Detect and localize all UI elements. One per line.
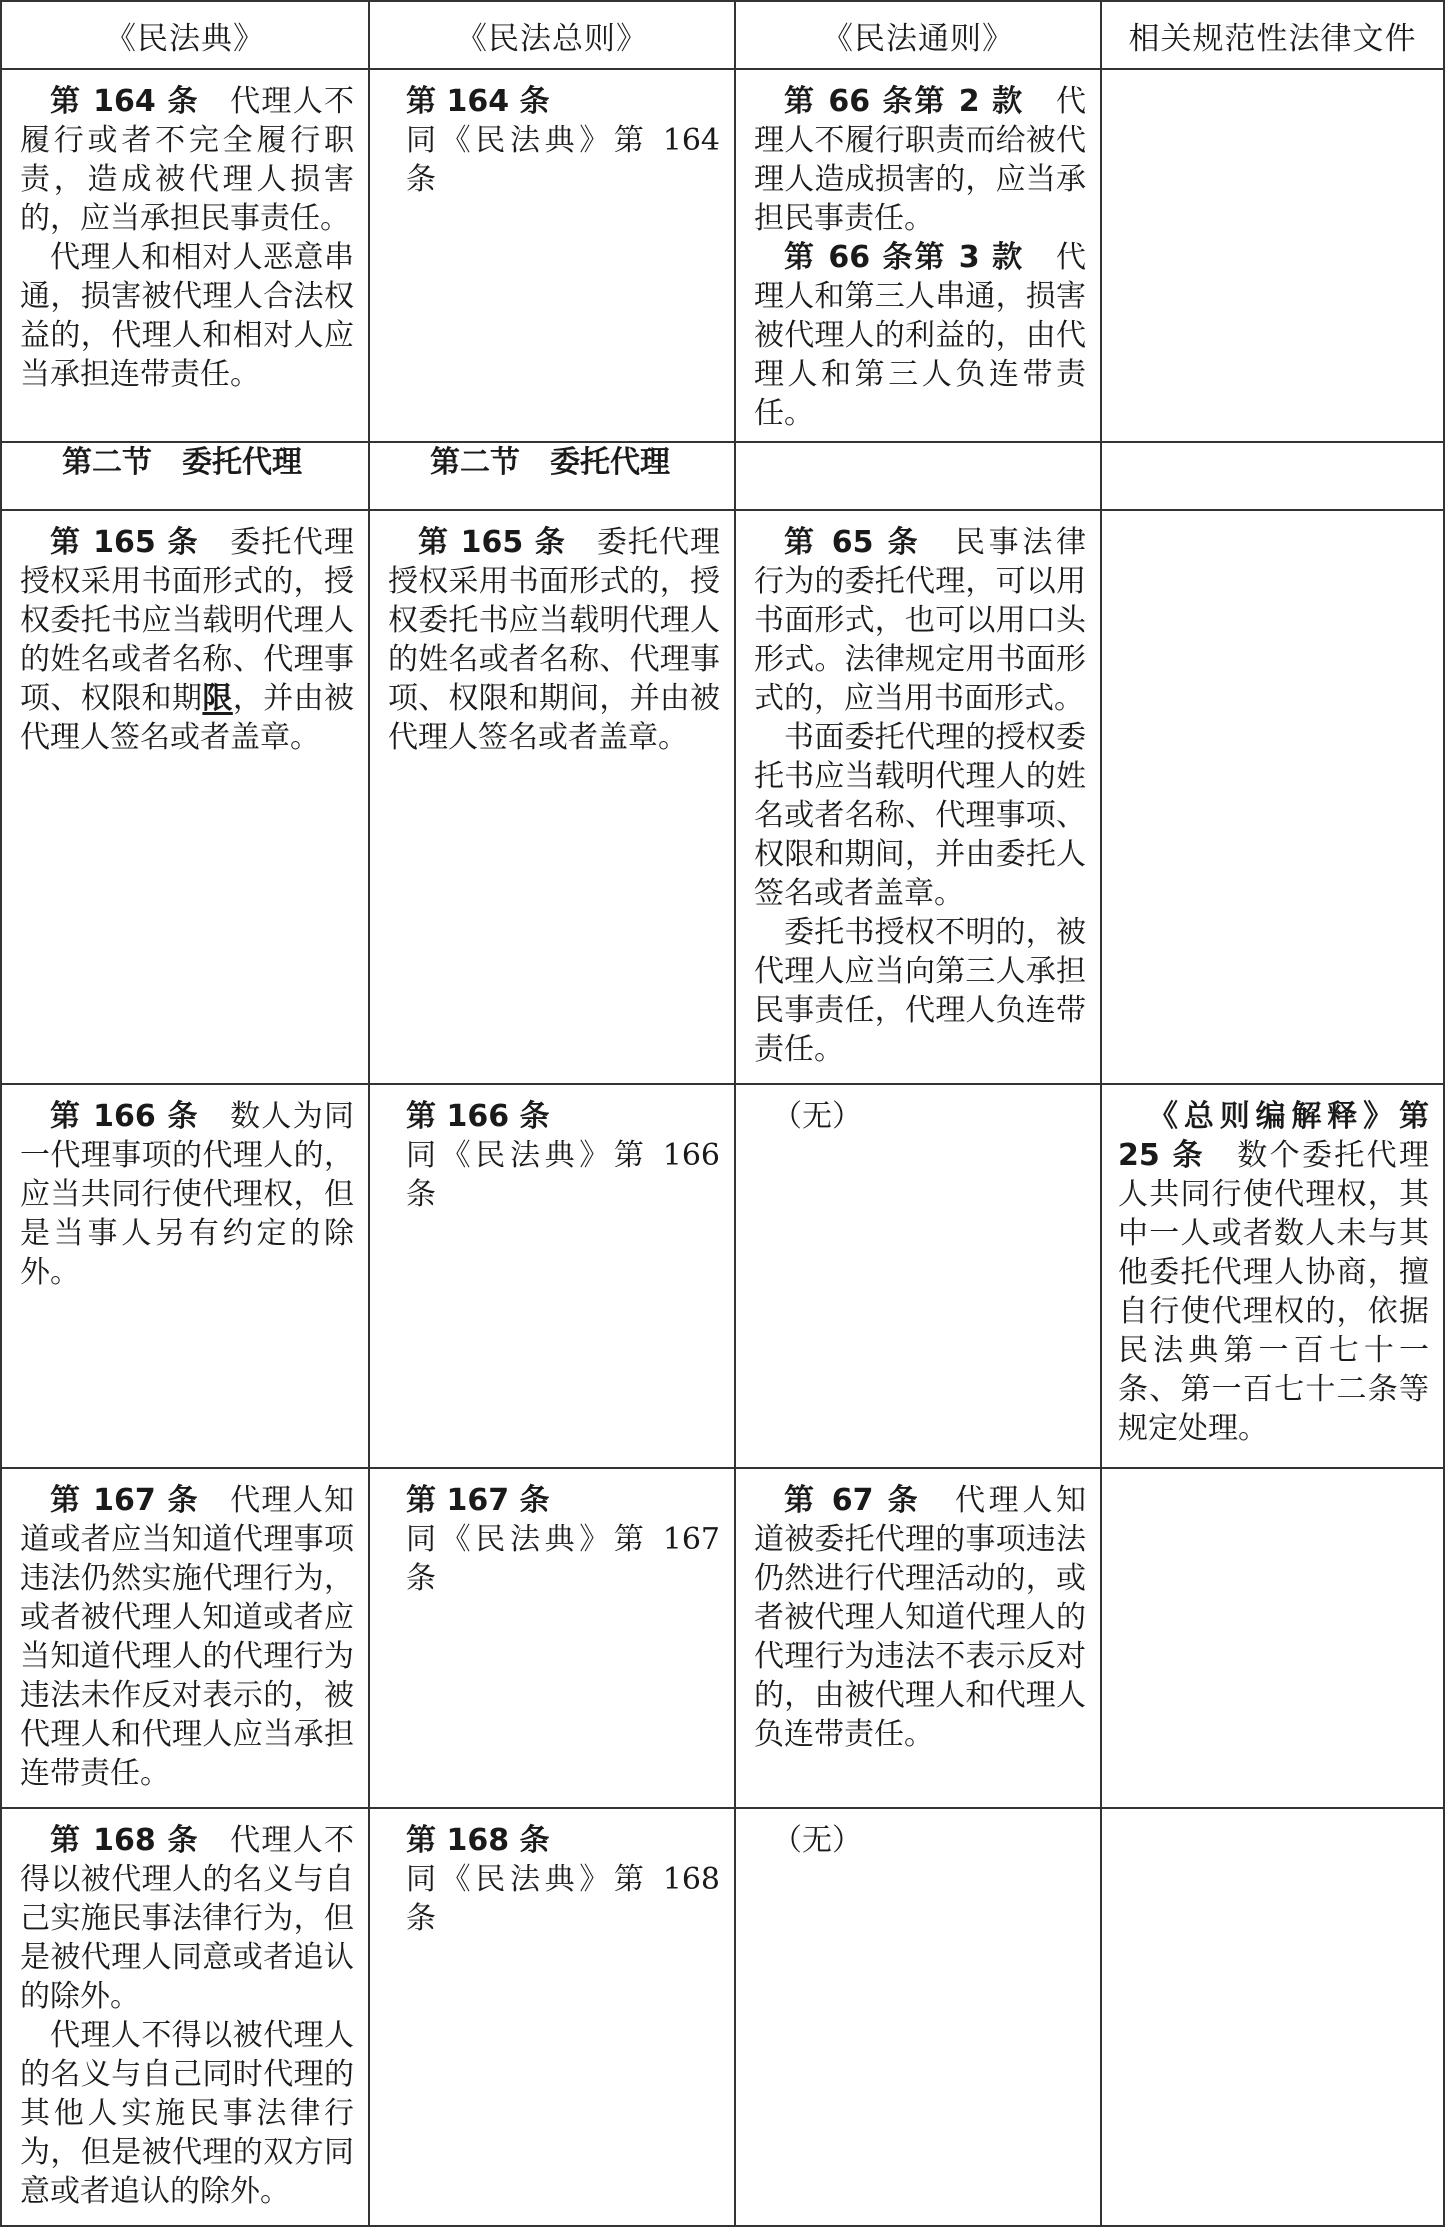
cell-general-principles-164: [735, 69, 1101, 442]
article-title: 第 168 条: [406, 1823, 550, 1858]
article-text: 同《民法典》第 167 条: [406, 1522, 720, 1596]
cell-general-provisions-164: [369, 69, 735, 442]
cell-general-provisions-165: [369, 510, 735, 1084]
article-title: 第 165 条: [418, 525, 566, 560]
article-paragraph: [754, 238, 1086, 433]
none-placeholder: （无）: [772, 1823, 862, 1858]
article-paragraph: [20, 1481, 354, 1793]
cell-general-principles-167: [735, 1468, 1101, 1808]
article-paragraph: [754, 82, 1086, 238]
cell-general-principles-166: [735, 1084, 1101, 1468]
header-civil-code: 《民法典》: [1, 1, 369, 69]
article-paragraph: 代理人不得以被代理人的名义与自己同时代理的其他人实施民事法律行为，但是被代理的双方同意或者追认的除外。: [20, 2018, 354, 2209]
marked-character: 限: [202, 681, 233, 716]
article-text: 同《民法典》第 166 条: [406, 1138, 720, 1212]
article-text: 代理人知道被委托代理的事项违法仍然进行代理活动的，或者被代理人知道代理人的代理行为违法不表示反对的，由被代理人和代理人负连带责任。: [754, 1483, 1087, 1752]
article-title: 第 165 条: [50, 525, 199, 560]
article-paragraph: 书面委托代理的授权委托书应当载明代理人的姓名或者名称、代理事项、权限和期间，并由委托人签名或者盖章。: [754, 720, 1086, 911]
table-row-art-166: [1, 1084, 1444, 1468]
article-title: 第 168 条: [50, 1823, 199, 1858]
section-title-general-provisions: 第二节 委托代理: [369, 442, 735, 510]
section-row: [1, 442, 1444, 510]
cell-related-167: [1101, 1468, 1444, 1808]
cell-civil-code-165: [1, 510, 369, 1084]
cell-civil-code-168: [1, 1808, 369, 2226]
cell-civil-code-164: [1, 69, 369, 442]
article-paragraph: [20, 1821, 354, 2016]
table-row-art-167: [1, 1468, 1444, 1808]
article-text: 代理人不履行或者不完全履行职责，造成被代理人损害的，应当承担民事责任。: [20, 84, 355, 236]
article-title: 第 167 条: [406, 1483, 550, 1518]
section-empty-cell: [735, 442, 1101, 510]
cell-civil-code-166: [1, 1084, 369, 1468]
article-text: 民事法律行为的委托代理，可以用书面形式，也可以用口头形式。法律规定用书面形式的，应当用书面形式。: [754, 525, 1087, 716]
article-paragraph: [20, 82, 354, 238]
cell-general-provisions-167: [369, 1468, 735, 1808]
table-row-art-168: [1, 1808, 1444, 2226]
cell-related-168: [1101, 1808, 1444, 2226]
article-title: 第 66 条第 3 款: [784, 240, 1025, 275]
article-title: 第 166 条: [406, 1099, 550, 1134]
article-paragraph: 委托书授权不明的，被代理人应当向第三人承担民事责任，代理人负连带责任。: [754, 915, 1086, 1067]
article-text: 代理人和第三人串通，损害被代理人的利益的，由代理人和第三人负连带责任。: [754, 240, 1087, 431]
article-text: 委托代理授权采用书面形式的，授权委托书应当载明代理人的姓名或者名称、代理事项、权限和期: [20, 525, 355, 716]
article-title: 第 65 条: [784, 525, 922, 560]
article-text: 代理人不得以被代理人的名义与自己实施民事法律行为，但是被代理人同意或者追认的除外。: [20, 1823, 355, 2014]
article-paragraph: [754, 523, 1086, 718]
section-title-civil-code: 第二节 委托代理: [1, 442, 369, 510]
article-paragraph: [388, 523, 720, 757]
related-text: 数个委托代理人共同行使代理权，其中一人或者数人未与其他委托代理人协商，擅自行使代理权的，依据民法典第一百七十一条、第一百七十二条等规定处理。: [1118, 1138, 1430, 1446]
article-title: 第 67 条: [784, 1483, 922, 1518]
article-title: 第 164 条: [406, 84, 550, 119]
article-paragraph: [754, 1481, 1086, 1754]
article-title: 第 66 条第 2 款: [784, 84, 1025, 119]
header-row: [1, 1, 1444, 69]
table-row-art-164: [1, 69, 1444, 442]
article-text: 委托代理授权采用书面形式的，授权委托书应当载明代理人的姓名或者名称、代理事项、权限和期间，并由被代理人签名或者盖章。: [388, 525, 721, 755]
article-title: 第 164 条: [50, 84, 199, 119]
cell-general-principles-165: [735, 510, 1101, 1084]
article-text: 代理人知道或者应当知道代理事项违法仍然实施代理行为，或者被代理人知道或者应当知道代理人的代理行为违法未作反对表示的，被代理人和代理人应当承担连带责任。: [20, 1483, 355, 1791]
article-text: 同《民法典》第 164 条: [406, 123, 720, 197]
article-text: 代理人不履行职责而给被代理人造成损害的，应当承担民事责任。: [754, 84, 1087, 236]
header-general-principles: 《民法通则》: [735, 1, 1101, 69]
article-paragraph: [20, 1097, 354, 1292]
cell-general-provisions-168: [369, 1808, 735, 2226]
table-row-art-165: [1, 510, 1444, 1084]
related-paragraph: [1118, 1097, 1429, 1448]
related-title: 《总则编解释》第 25 条: [1118, 1099, 1429, 1173]
article-title: 第 166 条: [50, 1099, 199, 1134]
section-empty-cell: [1101, 442, 1444, 510]
article-paragraph: [20, 523, 354, 757]
article-text: 同《民法典》第 168 条: [406, 1862, 720, 1936]
article-paragraph: 代理人和相对人恶意串通，损害被代理人合法权益的，代理人和相对人应当承担连带责任。: [20, 240, 354, 392]
header-general-provisions: 《民法总则》: [369, 1, 735, 69]
cell-general-provisions-166: [369, 1084, 735, 1468]
cell-related-166: [1101, 1084, 1444, 1468]
cell-related-164: [1101, 69, 1444, 442]
cell-general-principles-168: [735, 1808, 1101, 2226]
cell-civil-code-167: [1, 1468, 369, 1808]
article-text: 数人为同一代理事项的代理人的，应当共同行使代理权，但是当事人另有约定的除外。: [20, 1099, 355, 1290]
article-text: ，并由被代理人签名或者盖章。: [20, 681, 355, 755]
header-related-documents: 相关规范性法律文件: [1101, 1, 1444, 69]
article-title: 第 167 条: [50, 1483, 199, 1518]
none-placeholder: （无）: [772, 1099, 862, 1134]
cell-related-165: [1101, 510, 1444, 1084]
